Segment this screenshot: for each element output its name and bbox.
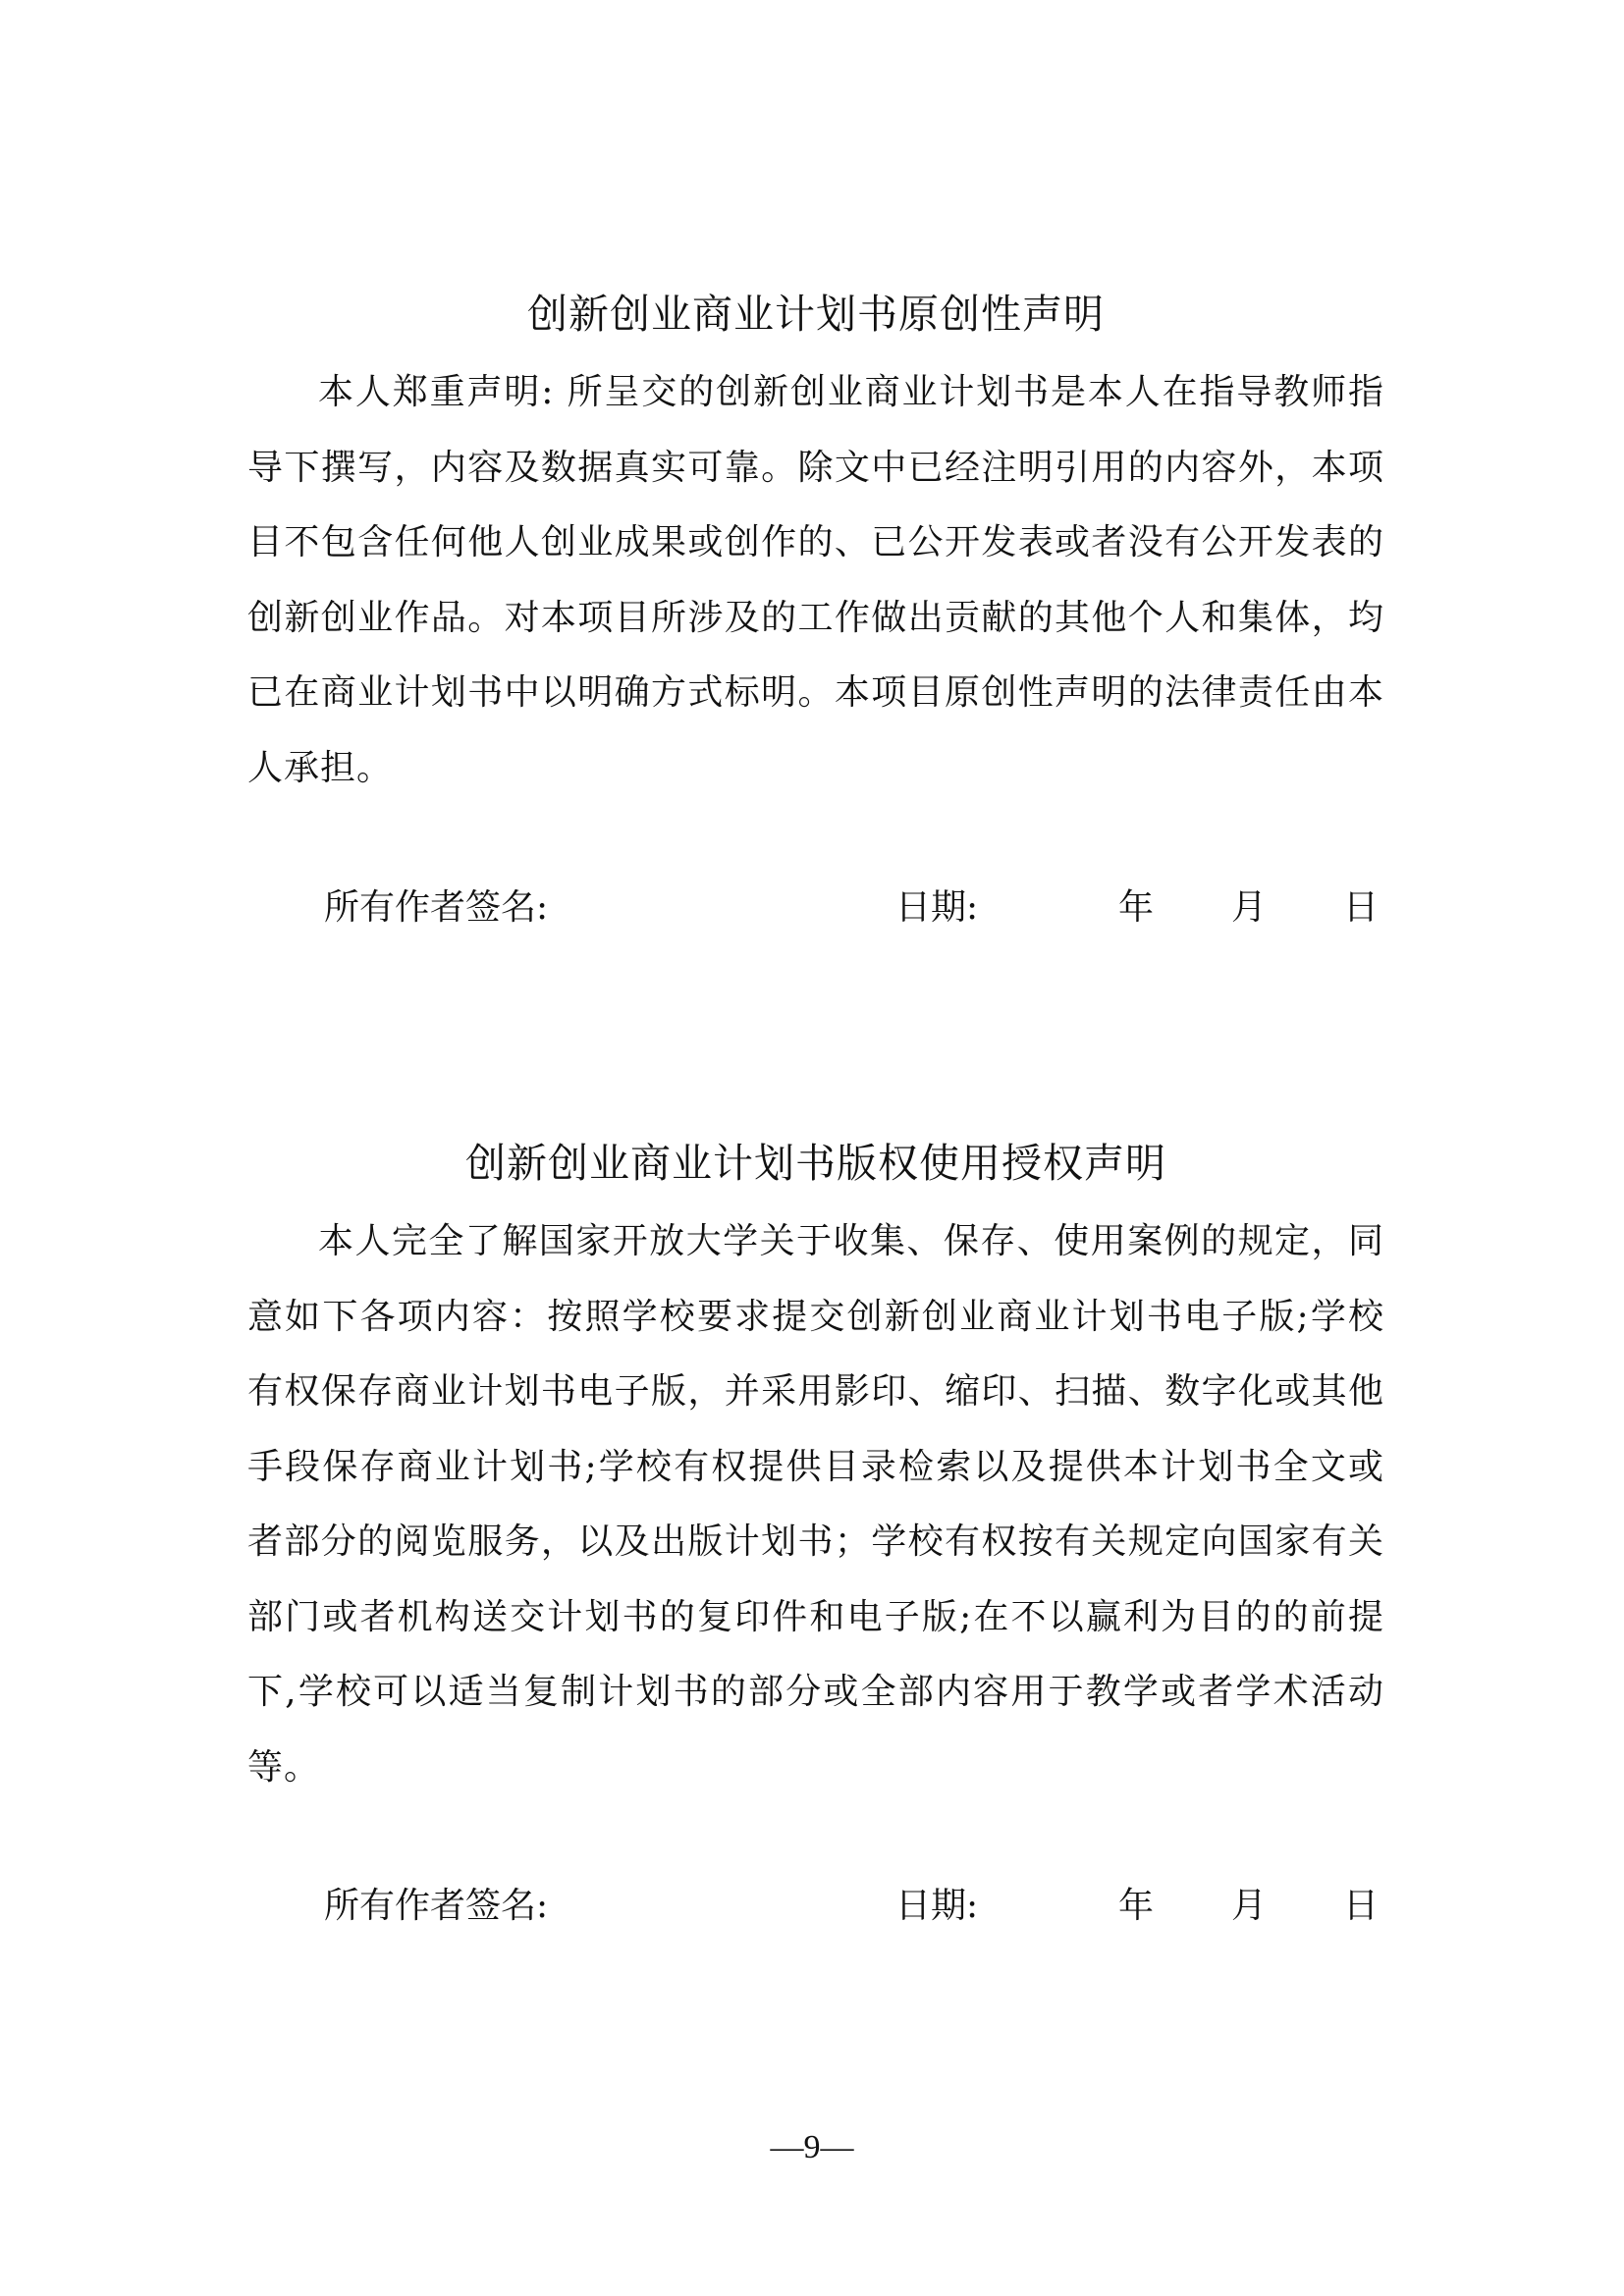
date-label: 日期: bbox=[895, 887, 979, 928]
copyright-title: 创新创业商业计划书版权使用授权声明 bbox=[465, 1140, 1166, 1187]
signature-label: 所有作者签名: bbox=[324, 887, 549, 928]
originality-title: 创新创业商业计划书原创性声明 bbox=[527, 291, 1105, 338]
copyright-signature-row bbox=[247, 1877, 1384, 1936]
originality-signature-row bbox=[247, 879, 1384, 937]
originality-body: 本人郑重声明: 所呈交的创新创业商业计划书是本人在指导教师指导下撰写，内容及数据真实可靠。除文中已经注明引用的内容外，本项目不包含任何他人创业成果或创作的、已公开发表或者没有公开发表的创新创业作品。对本项目所涉及的工作做出贡献的其他个人和集体，均已在商业计划书中以明确方式标明。本项目原创性声明的法律责任由本人承担。 bbox=[247, 372, 1384, 788]
year-label: 年 bbox=[1118, 887, 1155, 928]
month-label: 月 bbox=[1231, 887, 1268, 928]
originality-section bbox=[247, 285, 1384, 806]
year-label: 年 bbox=[1118, 1886, 1155, 1926]
copyright-body: 本人完全了解国家开放大学关于收集、保存、使用案例的规定，同意如下各项内容：按照学校要求提交创新创业商业计划书电子版;学校有权保存商业计划书电子版，并采用影印、缩印、扫描、数字化或其他手段保存商业计划书;学校有权提供目录检索以及提供本计划书全文或者部分的阅览服务，以及出版计划书；学校有权按有关规定向国家有关部门或者机构送交计划书的复印件和电子版;在不以赢利为目的的前提下,学校可以适当复制计划书的部分或全部内容用于教学或者学术活动等。 bbox=[247, 1221, 1384, 1788]
day-label: 日 bbox=[1343, 887, 1380, 928]
date-label: 日期: bbox=[895, 1886, 979, 1926]
page-number: —9— bbox=[770, 2129, 854, 2165]
signature-label: 所有作者签名: bbox=[324, 1886, 549, 1926]
month-label: 月 bbox=[1231, 1886, 1268, 1926]
copyright-section bbox=[247, 1134, 1384, 1805]
day-label: 日 bbox=[1343, 1886, 1380, 1926]
